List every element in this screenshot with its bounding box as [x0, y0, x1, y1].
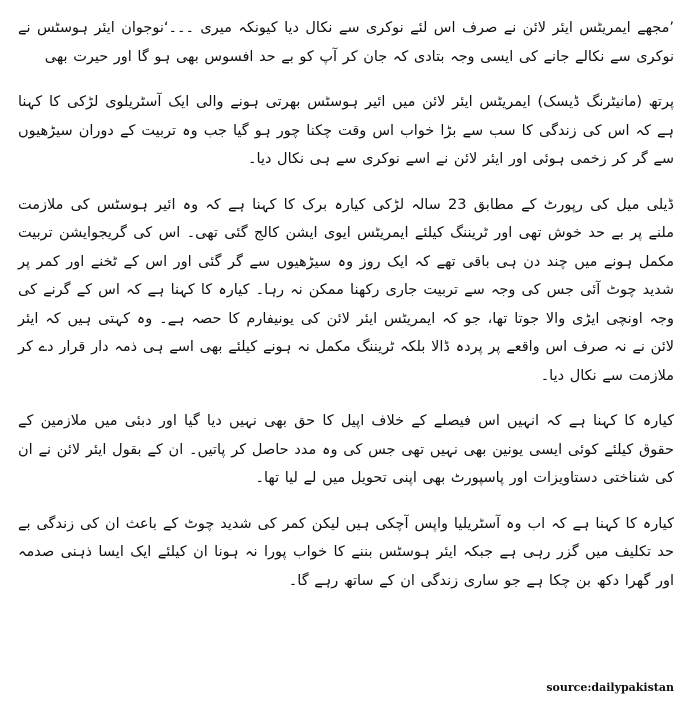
headline-paragraph: ’مجھے ایمریٹس ایئر لائن نے صرف اس لئے نوکری سے نکال دیا کیونکہ میری ۔۔۔‘نوجوان ایئر ہوسٹس نے نوکری سے نکالے جانے کی ایسی وجہ بتادی کہ جان کر آپ کو بے حد افسوس بھی ہو گا اور حیرت بھی: [18, 20, 674, 65]
source-credit: source:dailypakistan: [546, 681, 674, 694]
closing-paragraph: کیارہ کا کہنا ہے کہ اب وہ آسٹریلیا واپس آچکی ہیں لیکن کمر کی شدید چوٹ کے باعث ان کی زندگی بے حد تکلیف میں گزر رہی ہے جبکہ ایئر ہوسٹس بننے کا خواب پورا نہ ہونا ان کیلئے ایک ایسا ذہنی صدمہ اور گھرا دکھ بن چکا ہے جو ساری زندگی ان کے ساتھ رہے گا۔: [18, 515, 674, 589]
intro-paragraph: پرتھ (مانیٹرنگ ڈیسک) ایمریٹس ایئر لائن میں ائیر ہوسٹس بھرتی ہونے والی ایک آسٹریلوی لڑکی کا کہنا ہے کہ اس کی زندگی کا سب سے بڑا خواب اس وقت چکنا چور ہو گیا جب وہ تربیت کے دوران سیڑھیوں سے گر کر زخمی ہوئی اور ایئر لائن نے اسے نوکری سے ہی نکال دیا۔: [18, 94, 674, 167]
article-body: [18, 14, 674, 612]
body-paragraph: ڈیلی میل کی رپورٹ کے مطابق 23 سالہ لڑکی کیارہ برک کا کہنا ہے کہ وہ ائیر ہوسٹس کی ملازمت ملنے پر بے حد خوش تھی اور ٹریننگ کیلئے ایمریٹس ایوی ایشن کالج گئی تھی۔ اس کی گریجوایشن تربیت مکمل ہونے میں چند دن ہی باقی تھے کہ ایک روز وہ سیڑھیوں سے گر گئی اور اس کے ٹخنے اور کمر پر شدید چوٹ آئی جس کی وجہ سے تربیت جاری رکھنا ممکن نہ رہا۔ کیارہ کا کہنا ہے کہ اس کے گرنے کی وجہ اونچی ایڑی والا جوتا تھا، جو کہ ایمریٹس ایئر لائن کی یونیفارم کا حصہ ہے۔ وہ کہتی ہیں کہ ایئر لائن نے نہ صرف اس واقعے پر پردہ ڈالا بلکہ ٹریننگ مکمل نہ ہونے کیلئے بھی اسے ہی ذمہ دار قرار دے کر ملازمت سے نکال دیا۔: [18, 196, 674, 384]
body-paragraph: کیارہ کا کہنا ہے کہ انہیں اس فیصلے کے خلاف اپیل کا حق بھی نہیں دیا گیا اور دبئی میں ملازمین کے حقوق کیلئے کوئی ایسی یونین بھی نہیں تھی جس کی وہ مدد حاصل کر پاتیں۔ ان کے بقول ایئر لائن نے ان کی شناختی دستاویزات اور پاسپورٹ بھی اپنی تحویل میں لے لیا تھا۔: [18, 413, 674, 486]
